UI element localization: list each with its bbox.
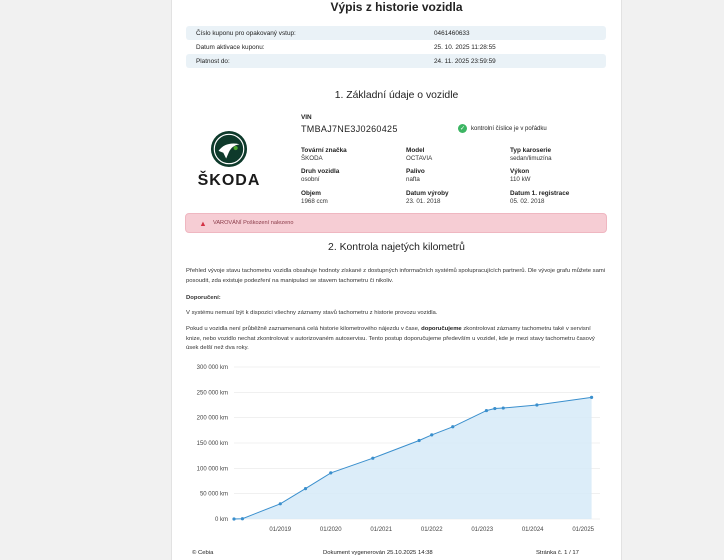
field-value: ŠKODA — [301, 155, 323, 162]
warning-label: VAROVÁNÍ — [213, 220, 242, 226]
data-point — [279, 502, 282, 505]
field-fuel — [406, 168, 506, 184]
field-displacement — [301, 190, 401, 206]
mileage-area — [234, 397, 592, 519]
field-value: 1968 ccm — [301, 198, 328, 205]
field-value: osobní — [301, 176, 320, 183]
field-label: Tovární značka — [301, 147, 347, 154]
data-point — [430, 433, 433, 436]
warning-icon: ▲ — [199, 218, 207, 228]
field-label: Výkon — [510, 168, 530, 175]
coupon-value: 24. 11. 2025 23:59:59 — [434, 57, 496, 65]
field-label: Druh vozidla — [301, 168, 340, 175]
y-tick-label: 250 000 km — [196, 390, 228, 397]
skoda-logo — [184, 130, 274, 190]
data-point — [485, 409, 488, 412]
data-point — [418, 439, 421, 442]
field-label: Datum 1. registrace — [510, 190, 570, 197]
recommendation-title: Doporučení: — [186, 295, 221, 301]
mileage-intro: Přehled vývoje stavu tachometru vozidla obsahuje hodnoty získané z dostupných informačních systémů spolupracujících partnerů. Dle vývoje grafu můžete sami posoudit, zda existuje podezření na manipulaci se stavem tachometru či nikoliv. — [186, 268, 606, 284]
data-point — [493, 407, 496, 410]
field-power — [510, 168, 610, 184]
recommendation-text-2c: zkontrolovat záznamy tachometru také v servisní knize, nebo vozidlo nechat zkontrolovat v autorizovaném autoservisu. Tento postup doporučujeme především u vozidel, kde je mezi stavy tachometru časový úsek delší než dva roky. — [186, 326, 595, 352]
data-point — [304, 487, 307, 490]
vin-check — [458, 124, 547, 133]
field-label: Typ karoserie — [510, 147, 552, 154]
x-tick-label: 01/2023 — [471, 527, 494, 533]
field-label: Objem — [301, 190, 321, 197]
field-first-registration — [510, 190, 610, 206]
vin-value: TMBAJ7NE3J0260425 — [301, 124, 398, 134]
field-model — [406, 147, 506, 163]
skoda-wordmark: ŠKODA — [197, 172, 261, 189]
coupon-table — [186, 26, 606, 68]
coupon-row-code — [186, 26, 606, 40]
skoda-emblem-icon — [210, 130, 248, 168]
field-value: OCTAVIA — [406, 155, 433, 162]
coupon-value: 0461460633 — [434, 29, 470, 37]
y-tick-label: 100 000 km — [196, 466, 228, 473]
recommendation-text-2 — [186, 325, 606, 354]
x-tick-label: 01/2022 — [420, 527, 443, 533]
field-value: sedan/limuzína — [510, 155, 552, 162]
field-production-date — [406, 190, 506, 206]
x-tick-label: 01/2021 — [370, 527, 393, 533]
data-point — [329, 471, 332, 474]
field-value: 110 kW — [510, 176, 531, 183]
vin-check-text: kontrolní číslice je v pořádku — [471, 125, 547, 132]
recommendation-text-1: V systému nemusí být k dispozici všechny záznamy stavů tachometru z historie provozu vozidla. — [186, 310, 438, 316]
recommendation-emphasis: doporučujeme — [421, 326, 462, 332]
section-title-basic-info: 1. Základní údaje o vozidle — [334, 90, 459, 101]
coupon-row-activation — [186, 40, 606, 54]
field-value: 23. 01. 2018 — [406, 198, 441, 205]
footer-generated: Dokument vygenerován 25.10.2025 14:38 — [323, 550, 433, 556]
coupon-row-validity — [186, 54, 606, 68]
field-label: Datum výroby — [406, 190, 449, 197]
y-tick-label: 50 000 km — [199, 491, 228, 498]
coupon-label: Datum aktivace kuponu: — [196, 43, 265, 51]
x-tick-label: 01/2020 — [319, 527, 342, 533]
y-tick-label: 300 000 km — [196, 365, 228, 371]
right-background — [621, 0, 724, 560]
data-point — [371, 457, 374, 460]
warning-text: Poškození nalezeno — [243, 220, 294, 226]
data-point — [590, 396, 593, 399]
document-page — [172, 0, 621, 560]
mileage-chart — [172, 356, 621, 536]
footer-page-number: Stránka č. 1 / 17 — [536, 550, 579, 556]
recommendation-text-2a: Pokud u vozidla není průběžně zaznamenaná celá historie kilometrového nájezdu v čase, — [186, 326, 420, 332]
vin-label: VIN — [301, 114, 312, 121]
field-make — [301, 147, 401, 163]
section-title-mileage: 2. Kontrola najetých kilometrů — [328, 242, 465, 253]
document-title: Výpis z historie vozidla — [330, 0, 463, 14]
coupon-label: Platnost do: — [196, 57, 230, 65]
x-tick-label: 01/2024 — [521, 527, 544, 533]
field-label: Model — [406, 147, 425, 154]
y-tick-label: 0 km — [214, 517, 228, 523]
x-tick-label: 01/2019 — [269, 527, 292, 533]
coupon-label: Číslo kuponu pro opakovaný vstup: — [196, 29, 296, 37]
coupon-value: 25. 10. 2025 11:28:55 — [434, 43, 496, 51]
field-value: nafta — [406, 176, 420, 183]
footer-brand: © Cebia — [192, 550, 214, 556]
data-point — [502, 406, 505, 409]
data-point — [241, 517, 244, 520]
left-background — [0, 0, 172, 560]
data-point — [451, 425, 454, 428]
field-vehicle-kind — [301, 168, 401, 184]
x-tick-label: 01/2025 — [572, 527, 595, 533]
field-body-type — [510, 147, 610, 163]
data-point — [232, 517, 235, 520]
y-tick-label: 200 000 km — [196, 415, 228, 422]
y-tick-label: 150 000 km — [196, 441, 228, 447]
data-point — [535, 403, 538, 406]
damage-warning-banner — [185, 213, 607, 233]
check-icon: ✓ — [459, 126, 466, 132]
field-value: 05. 02. 2018 — [510, 198, 545, 205]
field-label: Palivo — [406, 168, 425, 175]
